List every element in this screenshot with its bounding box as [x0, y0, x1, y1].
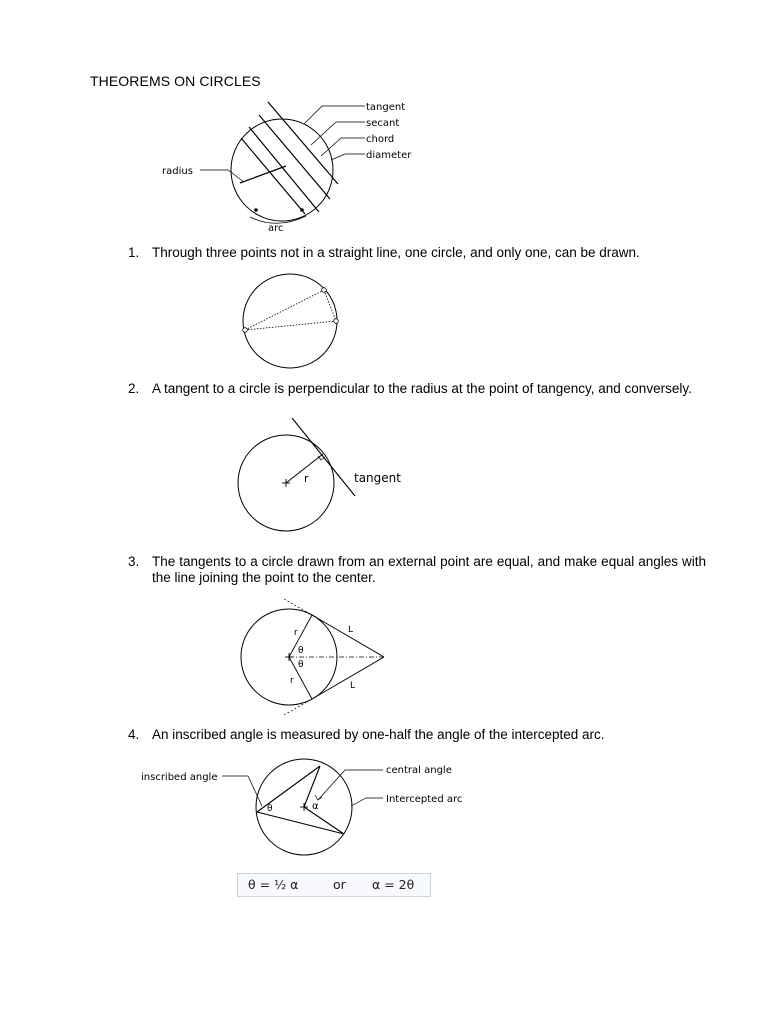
- label-secant: secant: [366, 118, 400, 129]
- label-arc: arc: [268, 223, 284, 234]
- theorem-3-number: 3.: [128, 554, 140, 569]
- formula-left: θ = ½ α: [248, 877, 299, 892]
- label-radius: radius: [162, 166, 193, 177]
- page-title: THEOREMS ON CIRCLES: [90, 73, 261, 89]
- label-diameter: diameter: [366, 150, 412, 161]
- label-L-top: L: [348, 625, 354, 635]
- formula-or: or: [333, 877, 346, 892]
- theorem-1-text: Through three points not in a straight line, one circle, and only one, can be drawn.: [152, 245, 640, 260]
- formula-right: α = 2θ: [372, 877, 415, 892]
- theorem-3-text: The tangents to a circle drawn from an external point are equal, and make equal angles with the line joining the point to the center.: [152, 554, 706, 585]
- formula-box: [237, 873, 431, 897]
- label-theta-bottom: θ: [298, 660, 304, 670]
- theorem-2-number: 2.: [128, 381, 140, 396]
- label-r: r: [304, 472, 309, 485]
- label-tangent-2: tangent: [354, 471, 401, 485]
- label-L-bottom: L: [350, 681, 356, 691]
- theorem-4-number: 4.: [128, 727, 140, 742]
- label-theta: θ: [267, 804, 273, 814]
- theorem-1-number: 1.: [128, 245, 140, 260]
- label-inscribed-angle: inscribed angle: [141, 772, 218, 783]
- label-tangent: tangent: [366, 102, 406, 113]
- label-intercepted-arc: Intercepted arc: [386, 794, 463, 805]
- label-r-bottom: r: [290, 676, 294, 686]
- label-r-top: r: [294, 628, 298, 638]
- theorem-4-text: An inscribed angle is measured by one-half the angle of the intercepted arc.: [152, 727, 605, 742]
- label-theta-top: θ: [298, 646, 304, 656]
- label-chord: chord: [366, 134, 395, 145]
- label-central-angle: central angle: [386, 765, 452, 776]
- theorem-2-text: A tangent to a circle is perpendicular to the radius at the point of tangency, and conversely.: [152, 381, 692, 396]
- label-alpha: α: [312, 801, 319, 812]
